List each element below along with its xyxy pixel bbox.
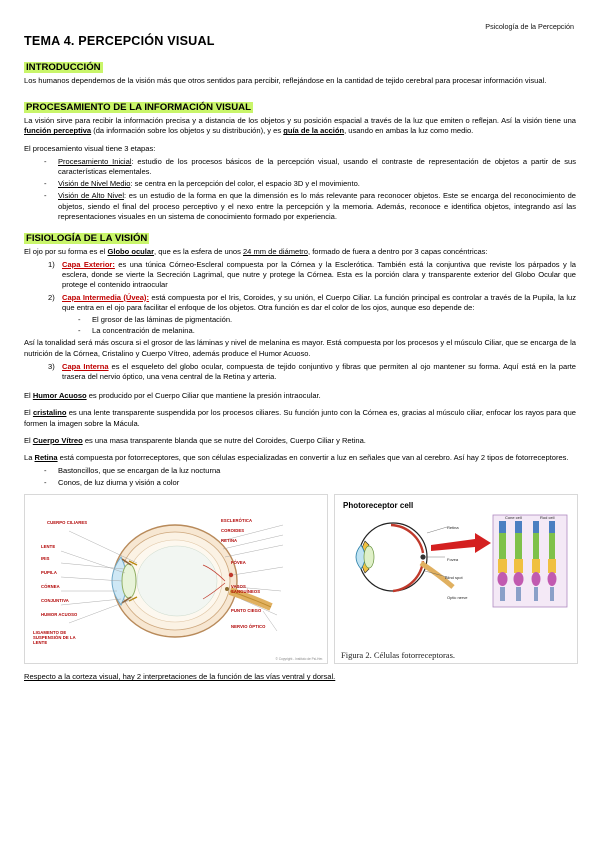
list-item-text: Capa Interna es el esqueleto del globo ocular, compuesta de tejido conjuntivo y fibras que permiten al ojo mantener su forma. Aquí está en la parte trasera del nervio óptico, una vena central de la Retina y arteria.	[62, 361, 576, 381]
eye-label-escleratica: ESCLERÓTICA	[221, 518, 253, 524]
list-item-text: Visión de Alto Nivel: es un estudio de la forma en que la dimensión es lo más relevante para reconocer objetos. Este se encarga del reconocimiento de objetos, siendo el final del proceso perceptivo y el nexo entre la percepción y la memoria. Además, reconoce e identifica objetos, integrando así las representaciones visuales en un sistema de conocimiento formado por experiencia.	[58, 191, 577, 221]
eye-label-fovea: FÓVEA	[231, 560, 246, 566]
list-item	[24, 260, 576, 291]
section-heading-procesamiento: PROCESAMIENTO DE LA INFORMACIÓN VISUAL	[26, 102, 251, 114]
intro-paragraph: Los humanos dependemos de la visión más que otros sentidos para percibir, reflejándose en la cantidad de tejido cerebral para procesar información visual.	[24, 76, 547, 85]
list-item-text: Conos, de luz diurna y visión a color	[58, 478, 180, 488]
eye-label-conjuntiva: CONJUNTIVA	[41, 598, 69, 604]
list-item	[24, 478, 576, 488]
list-item	[24, 293, 576, 313]
page-title: TEMA 4. PERCEPCIÓN VISUAL	[24, 34, 215, 48]
sub-list-item-text: El grosor de las láminas de pigmentación.	[92, 315, 233, 324]
section-heading-fisiologia: FISIOLOGÍA DE LA VISIÓN	[26, 232, 148, 244]
footer-paragraph: Respecto a la corteza visual, hay 2 interpretaciones de la función de las vías ventral y dorsal.	[24, 672, 336, 682]
eye-label-cuerpo-ciliares: CUERPO CILIARES	[47, 520, 88, 526]
label-rod-cell: Rod cell	[540, 515, 555, 521]
eye-label-iris: IRIS	[41, 556, 50, 562]
list-item	[24, 362, 576, 382]
list-number: 2)	[48, 292, 55, 302]
eye-label-cornea: CÓRNEA	[41, 584, 60, 590]
sub-list-item	[24, 315, 576, 325]
eye-label-coroides: COROIDES	[221, 528, 245, 534]
list-number: 3)	[48, 361, 55, 371]
figure-caption: Figura 2. Células fotorreceptoras.	[341, 650, 456, 661]
eye-label-nervio-optico: NERVIO ÓPTICO	[231, 624, 266, 630]
list-bullet: -	[44, 466, 47, 476]
sub-list-item-text: La concentración de melanina.	[92, 326, 195, 336]
document-content	[24, 34, 576, 690]
figure-eye-anatomy	[24, 494, 328, 664]
list-item	[24, 466, 576, 476]
list-item-text: Capa Intermedia (Úvea): está compuesta por el Iris, Coroides, y su unión, el Cuerpo Ciliar. La función principal es controlar a través de la Pupila, la luz que entra en el ojo para facilitar el enfoque de los objetos. Otra función es dar el color de los ojos, aunque eso depende de:	[62, 292, 577, 312]
fisiologia-intro: El ojo por su forma es el Globo ocular, que es la esfera de unos 24 mm de diámetro, formado de fuera a dentro por 3 capas concéntricas:	[24, 246, 488, 256]
list-item	[24, 157, 576, 177]
sub-list-item	[24, 326, 576, 336]
list-item-text: Bastoncillos, que se encargan de la luz nocturna	[58, 466, 221, 476]
photoreceptor-diagram	[335, 509, 575, 659]
procesamiento-paragraph-2: El procesamiento visual tiene 3 etapas:	[24, 143, 156, 153]
label-retina: Retina	[447, 525, 459, 531]
figure-credit: © Copyright - Instituto de Psi-Her.	[275, 657, 323, 662]
list-bullet: -	[44, 179, 47, 189]
sub-list-bullet: -	[78, 315, 81, 324]
list-bullet: -	[44, 191, 47, 201]
label-blind-spot: Blind spot	[445, 575, 463, 581]
procesamiento-paragraph-1: La visión sirve para recibir la información precisa y a distancia de los objetos y su posición espacial a través de la luz que emiten o reflejan. Así la visión tiene una función perceptiva (da información sobre los objetos y su distribución), y es guía de la acción, usando en ambas la luz como medio.	[24, 116, 576, 136]
label-optic-nerve: Optic nerve	[447, 595, 468, 601]
eye-label-vasos-sanguineos: VASOS SANGUÍNEOS	[231, 584, 261, 595]
label-fovea: Fovea	[447, 557, 459, 563]
sub-list-bullet: -	[78, 326, 81, 336]
list-number: 1)	[48, 260, 55, 270]
eye-label-punto-ciego: PUNTO CIEGO	[231, 608, 262, 614]
page-header-text: Psicología de la Percepción	[485, 22, 574, 31]
eye-label-ligamento-suspension: LIGAMENTO DE SUSPENSIÓN DE LA LENTE	[33, 630, 76, 646]
cristalino-paragraph: El cristalino es una lente transparente suspendida por los procesos ciliares. Su función junto con la Córnea es, gracias al músculo ciliar, enfocar los rayos para que formen la imagen sobre la Mácula.	[24, 408, 576, 428]
list-item	[24, 191, 576, 222]
figures-row	[24, 494, 576, 664]
humor-acuoso-paragraph: El Humor Acuoso es producido por el Cuerpo Ciliar que mantiene la presión intraocular.	[24, 391, 321, 401]
list-item	[24, 179, 576, 189]
eye-label-pupila: PUPILA	[41, 570, 57, 576]
list-item-text: Procesamiento Inicial: estudio de los procesos básicos de la percepción visual, usando el contraste de representación de objetos a partir de sus características elementales.	[58, 156, 576, 176]
figure-photoreceptor	[334, 494, 578, 664]
after-sub-paragraph: Así la tonalidad será más oscura si el grosor de las láminas y nivel de melanina es mayor. Está compuesta por los procesos y el músculo Ciliar, que se encarga de la nutrición de la Córnea, Cristalino y Cuerpo Vítreo, además produce el Humor Acuoso.	[24, 338, 576, 358]
section-heading-introduccion: INTRODUCCIÓN	[26, 62, 101, 73]
label-cone-cell: Cone cell	[505, 515, 522, 521]
figure-title: Photoreceptor cell	[343, 501, 414, 511]
cuerpo-vitreo-paragraph: El Cuerpo Vítreo es una masa transparente blanda que se nutre del Coroides, Cuerpo Ciliar y Retina.	[24, 435, 366, 445]
list-bullet: -	[44, 478, 47, 488]
eye-label-humor-acuoso: HUMOR ACUOSO	[41, 612, 78, 618]
list-item-text: Visión de Nivel Medio: se centra en la percepción del color, el espacio 3D y el movimiento.	[58, 179, 360, 189]
eye-label-lente: LENTE	[41, 544, 56, 550]
list-bullet: -	[44, 156, 47, 166]
eye-label-retina: RETINA	[221, 538, 238, 544]
retina-paragraph: La Retina está compuesta por fotorreceptores, que son células especializadas en convertir a luz en señales que van al cerebro. Así hay 2 tipos de fotorreceptores.	[24, 452, 569, 462]
list-item-text: Capa Exterior: es una túnica Córneo-Escleral compuesta por la Córnea y la Esclerótica. También está la conjuntiva que reviste los párpados y la esclera, donde se vierte la Secreción Lagrimal, que nutre y protege la Córnea. Esta es la porción clara y transparente exterior del Globo Ocular que protege el contenido intraocular	[62, 260, 576, 290]
